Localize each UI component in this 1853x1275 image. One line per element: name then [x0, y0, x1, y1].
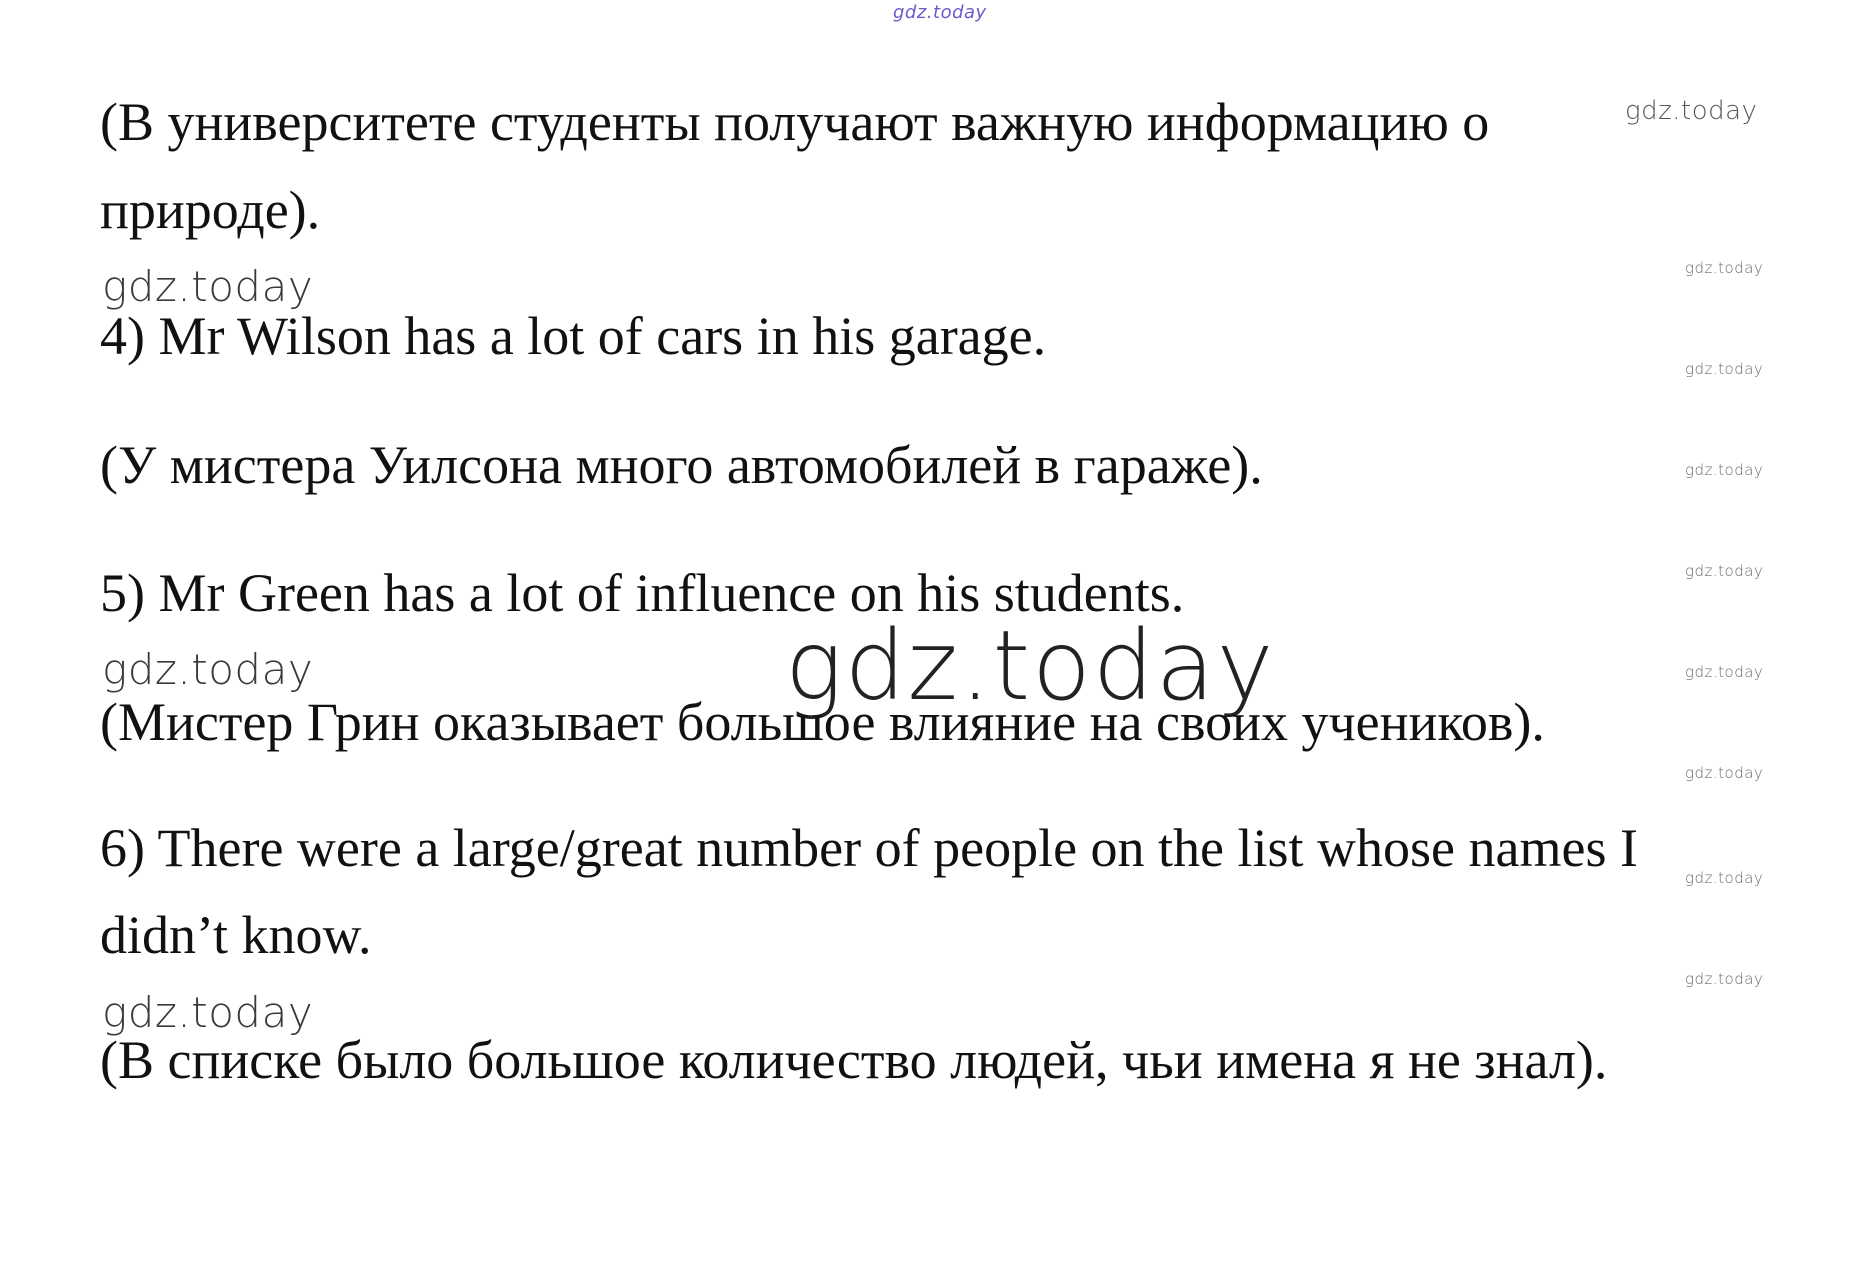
watermark-right-3: gdz.today — [1685, 461, 1764, 479]
text-line-5: 5) Mr Green has a lot of influence on his students. — [100, 563, 1185, 623]
watermark-right-8: gdz.today — [1685, 970, 1764, 988]
watermark-left-3: gdz.today — [102, 988, 314, 1037]
text-line-3: 4) Mr Wilson has a lot of cars in his garage. — [100, 306, 1047, 366]
watermark-right-1: gdz.today — [1685, 259, 1764, 277]
watermark-left-1: gdz.today — [102, 262, 314, 311]
text-line-8: didn’t know. — [100, 905, 372, 965]
text-line-7: 6) There were a large/great number of people on the list whose names I — [100, 818, 1638, 878]
watermark-right-7: gdz.today — [1685, 869, 1764, 887]
text-line-6: (Мистер Грин оказывает большое влияние на своих учеников). — [100, 692, 1545, 752]
watermark-inline: gdz.today — [1625, 96, 1758, 126]
watermark-right-6: gdz.today — [1685, 764, 1764, 782]
watermark-left-2: gdz.today — [102, 645, 314, 694]
text-line-2: природе). — [100, 180, 321, 240]
text-line-1: (В университете студенты получают важную информацию о — [100, 92, 1490, 152]
watermark-center: gdz.today — [785, 610, 1276, 722]
text-line-9: (В списке было большое количество людей, чьи имена я не знал). — [100, 1030, 1608, 1090]
watermark-right-4: gdz.today — [1685, 562, 1764, 580]
text-line-4: (У мистера Уилсона много автомобилей в гараже). — [100, 435, 1263, 495]
watermark-top: gdz.today — [893, 2, 987, 23]
watermark-right-5: gdz.today — [1685, 663, 1764, 681]
watermark-right-2: gdz.today — [1685, 360, 1764, 378]
